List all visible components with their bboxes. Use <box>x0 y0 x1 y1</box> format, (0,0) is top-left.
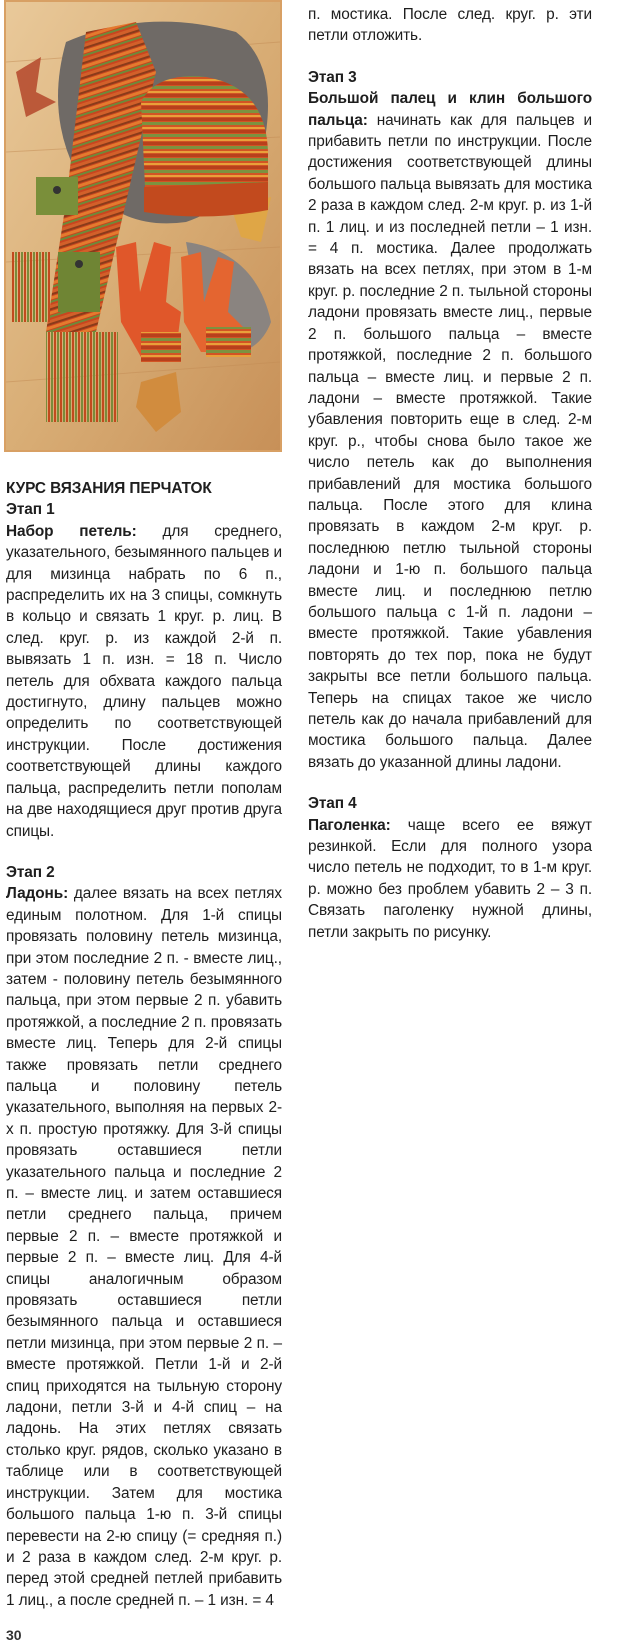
knitted-set-photo <box>4 0 282 452</box>
stage-4-paragraph <box>308 815 592 943</box>
stage-1-lead: Набор петель: <box>6 522 137 540</box>
stage-3-paragraph <box>308 88 592 773</box>
stage-1-text: для среднего, указательного, безымянного пальцев и для мизинца набрать по 6 п., распределить их на 3 спицы, сомкнуть в кольцо и связать 1 круг. р. лиц. В след. круг. р. из каждой 2-й п. вывязать 1 п. изн. = 18 п. Число петель для обхвата каждого пальца достигнуто, длину пальцев можно определить по соответствующей инструкции. После достижения соответствующей длины каждого пальца, распределить петли пополам на две находящиеся друг против друга спицы. <box>6 522 282 840</box>
stage-2-title: Этап 2 <box>6 863 55 881</box>
left-column <box>6 478 282 1611</box>
stage-2-paragraph <box>6 883 282 1611</box>
stage-3-lead: Большой палец и клин большого пальца: <box>308 90 592 129</box>
stage-1-paragraph <box>6 521 282 842</box>
stage-2-text: далее вязать на всех петлях единым полотном. Для 1-й спицы провязать половину петель мизинца, при этом последние 2 п. - вместе лиц., затем - половину петель безымянного пальца, при этом первые 2 п. убавить протяжкой, а последние 2 п. провязать вместе лиц. Теперь для 2-й спицы также провязать петли среднего пальца и половину петель указательного, выполняя на первых 2-х п. простую протяжку. Для 3-й спицы провязать оставшиеся петли указательного пальца и последние 2 п. – вместе лиц. и затем оставшиеся петли среднего пальца, причем первые 2 п. – вместе протяжкой и первые 2 п. – вместе лиц. Для 4-й спицы аналогичным образом провязать оставшиеся петли безымянного пальца и оставшиеся петли мизинца, при этом первые 2 п. – вместе протяжкой. Петли 1-й и 2-й спиц приходятся на тыльную сторону ладони, петли 3-й и 4-й спиц – на ладонь. На этих петлях связать столько круг. рядов, сколько указано в таблице или в соответствующей инструкции. Затем для мостика большого пальца 1-ю п. 3-й спицы перевести на 2-ю спицу (= средняя п.) и 2 раза в каждом след. 2-м круг. р. перед этой средней петлей прибавить 1 лиц., а после средней п. – 1 изн. = 4 <box>6 885 282 1609</box>
right-column <box>308 4 592 943</box>
stage-1-title: Этап 1 <box>6 501 55 519</box>
stage-2-continuation: п. мостика. После след. круг. р. эти петли отложить. <box>308 6 592 45</box>
stage-3-title: Этап 3 <box>308 68 357 86</box>
stage-2-lead: Ладонь: <box>6 885 69 903</box>
stage-4-lead: Паголенка: <box>308 816 391 834</box>
course-title: КУРС ВЯЗАНИЯ ПЕРЧАТОК <box>6 480 212 497</box>
stage-4-title: Этап 4 <box>308 795 357 813</box>
stage-4-text: чаще всего ее вяжут резинкой. Если для полного узора число петель не подходит, то в 1-м круг. р. можно без проблем убавить 2 – 3 п. Связать паголенку нужной длины, петли закрыть по рисунку. <box>308 816 592 941</box>
page-number: 30 <box>6 1627 22 1643</box>
stage-3-text: начинать как для пальцев и прибавить петли по инструкции. После достижения соответствующей длины большого пальца вывязать для мостика 2 раза в каждом след. 2-м круг. р. из 1-й п. 1 лиц. и из последней петли – 1 изн. = 4 п. мостика. Далее продолжать вязать на всех петлях, при этом в 1-м круг. р. последние 2 п. тыльной стороны ладони провязать вместе лиц., первые 2 п. большого пальца – вместе протяжкой, последние 2 п. большого пальца – вместе лиц. и первые 2 п. ладони – вместе протяжкой. Такие убавления повторить еще в след. 2-м круг. р., чтобы снова было такое же число петель как до выполнения прибавлений для мостика большого пальца. После этого для клина провязать в каждом 2-м круг. р. последнюю петлю тыльной стороны ладони и 1-ю п. большого пальца вместе лиц. и последнюю петлю большого пальца с 1-й п. ладони – вместе протяжкой. Такие убавления повторять до тех пор, пока не будут закрыты все петли большого пальца. Теперь на спицах такое же число петель как до начала прибавлений для мостика большого пальца. Далее вязать до указанной длины ладони. <box>308 111 592 771</box>
